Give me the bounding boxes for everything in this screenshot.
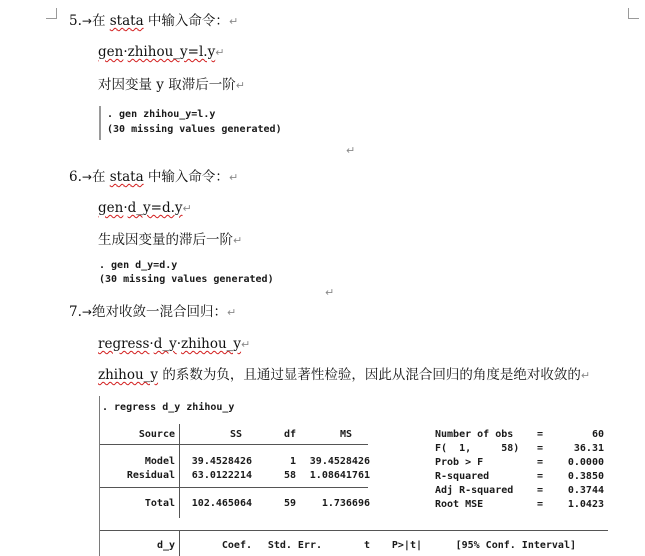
- stat-equals: =: [537, 471, 544, 482]
- description-keyword: zhihou_y: [98, 367, 159, 383]
- stat-label: F( 1, 58): [435, 443, 520, 454]
- coef-header-stderr: Std. Err.: [267, 540, 322, 551]
- coef-header-p: P>|t|: [391, 540, 422, 551]
- section-number: 6.: [69, 169, 82, 185]
- section-5-description: [98, 76, 245, 95]
- command-word: gen: [98, 44, 124, 60]
- row-ms: 1.08641761: [309, 470, 370, 481]
- command-variable: zhihou_y: [181, 336, 242, 352]
- description-text: 的系数为负，且通过显著性检验，因此从混合回归的角度是绝对收敛的: [158, 367, 581, 383]
- stat-value: 0.0000: [567, 457, 604, 468]
- anova-header-df: df: [283, 429, 296, 440]
- arrow-icon: →: [81, 305, 92, 319]
- heading-suffix: 中输入命令：: [143, 169, 229, 185]
- coef-header-ci: [95% Conf. Interval]: [455, 540, 576, 551]
- stat-equals: =: [537, 429, 544, 440]
- section-6-heading: [69, 168, 238, 187]
- section-7-heading: [69, 303, 236, 322]
- arrow-icon: →: [81, 170, 92, 184]
- coef-column-rule: [179, 530, 180, 556]
- heading-title: 绝对收敛一混合回归：: [91, 304, 227, 320]
- command-expression: d_y=d.y: [127, 200, 183, 216]
- output-line: (30 missing values generated): [107, 124, 282, 135]
- row-label: Model: [144, 456, 175, 467]
- row-ss: 102.465064: [191, 498, 252, 509]
- description-text: 生成因变量的滞后一阶: [98, 232, 233, 248]
- section-5-heading: [69, 12, 238, 31]
- stat-equals: =: [537, 457, 544, 468]
- paragraph-mark-icon: ↵: [182, 202, 192, 215]
- stat-value: 0.3744: [567, 485, 604, 496]
- regress-command-line: . regress d_y zhihou_y: [102, 402, 235, 413]
- paragraph-mark-icon: ↵: [346, 144, 356, 157]
- command-word: gen: [98, 200, 124, 216]
- paragraph-mark-icon: ↵: [226, 306, 237, 319]
- section-6-description: [98, 231, 242, 250]
- stat-equals: =: [537, 443, 544, 454]
- section-7-description: [98, 366, 590, 385]
- anova-header-rule: [100, 444, 368, 445]
- keyword: stata: [109, 13, 144, 29]
- anova-header-ms: MS: [339, 429, 352, 440]
- row-ss: 63.0122214: [191, 470, 252, 481]
- stat-value: 1.0423: [567, 499, 604, 510]
- anova-header-ss: SS: [229, 429, 242, 440]
- paragraph-mark-icon: ↵: [215, 46, 225, 59]
- command-word: regress: [98, 336, 150, 352]
- section-7-command: [98, 335, 250, 354]
- stat-label: Root MSE: [435, 499, 484, 510]
- stat-value: 0.3850: [567, 471, 604, 482]
- output-line: . gen d_y=d.y: [99, 260, 178, 271]
- row-df: 1: [289, 456, 296, 467]
- page-corner-mark-right: [628, 8, 639, 19]
- stata-output-box-6: [93, 259, 353, 289]
- stat-value: 60: [591, 429, 604, 440]
- regress-output: [99, 396, 608, 556]
- row-df: 58: [283, 470, 296, 481]
- row-ms: 39.4528426: [309, 456, 370, 467]
- command-variable: d_y: [153, 336, 177, 352]
- command-space-mark: ·: [176, 336, 182, 352]
- command-space-mark: ·: [123, 200, 128, 216]
- heading-prefix: 在: [91, 13, 110, 29]
- command-expression: zhihou_y=l.y: [127, 44, 216, 60]
- keyword: stata: [109, 169, 144, 185]
- row-ms: 1.736696: [321, 498, 370, 509]
- stat-label: Adj R-squared: [435, 485, 514, 496]
- row-label: Total: [144, 498, 175, 509]
- description-text: 对因变量 y 取滞后一阶: [98, 77, 236, 93]
- output-line: (30 missing values generated): [99, 274, 274, 285]
- section-6-command: [98, 199, 192, 218]
- paragraph-mark-icon: ↵: [235, 79, 245, 92]
- output-line: . gen zhihou_y=l.y: [107, 109, 216, 120]
- command-space-mark: ·: [149, 336, 154, 352]
- stat-label: R-squared: [435, 471, 490, 482]
- paragraph-mark-icon: ↵: [241, 338, 251, 351]
- paragraph-mark-icon: ↵: [228, 15, 239, 28]
- row-ss: 39.4528426: [191, 456, 252, 467]
- section-number: 5.: [69, 13, 82, 29]
- coef-top-rule: [100, 530, 608, 531]
- paragraph-mark-icon: ↵: [233, 234, 243, 247]
- coef-header-t: t: [363, 540, 370, 551]
- row-df: 59: [283, 498, 296, 509]
- stata-output-box-5: [99, 106, 361, 140]
- stat-equals: =: [537, 485, 544, 496]
- anova-header-source: Source: [138, 429, 175, 440]
- paragraph-mark-icon: ↵: [228, 171, 239, 184]
- stat-equals: =: [537, 499, 544, 510]
- page-corner-mark-left: [46, 8, 57, 19]
- arrow-icon: →: [81, 14, 92, 28]
- stat-label: Number of obs: [435, 429, 514, 440]
- heading-suffix: 中输入命令：: [143, 13, 229, 29]
- anova-total-rule: [100, 487, 368, 488]
- paragraph-mark-icon: ↵: [580, 369, 591, 382]
- heading-prefix: 在: [91, 169, 110, 185]
- section-5-command: [98, 43, 224, 62]
- stat-label: Prob > F: [435, 457, 484, 468]
- stat-value: 36.31: [573, 443, 604, 454]
- coef-header-depvar: d_y: [156, 540, 175, 551]
- section-number: 7.: [69, 304, 82, 320]
- paragraph-mark-icon: ↵: [325, 286, 335, 299]
- command-space-mark: ·: [123, 44, 128, 60]
- coef-header-coef: Coef.: [221, 540, 252, 551]
- row-label: Residual: [126, 470, 175, 481]
